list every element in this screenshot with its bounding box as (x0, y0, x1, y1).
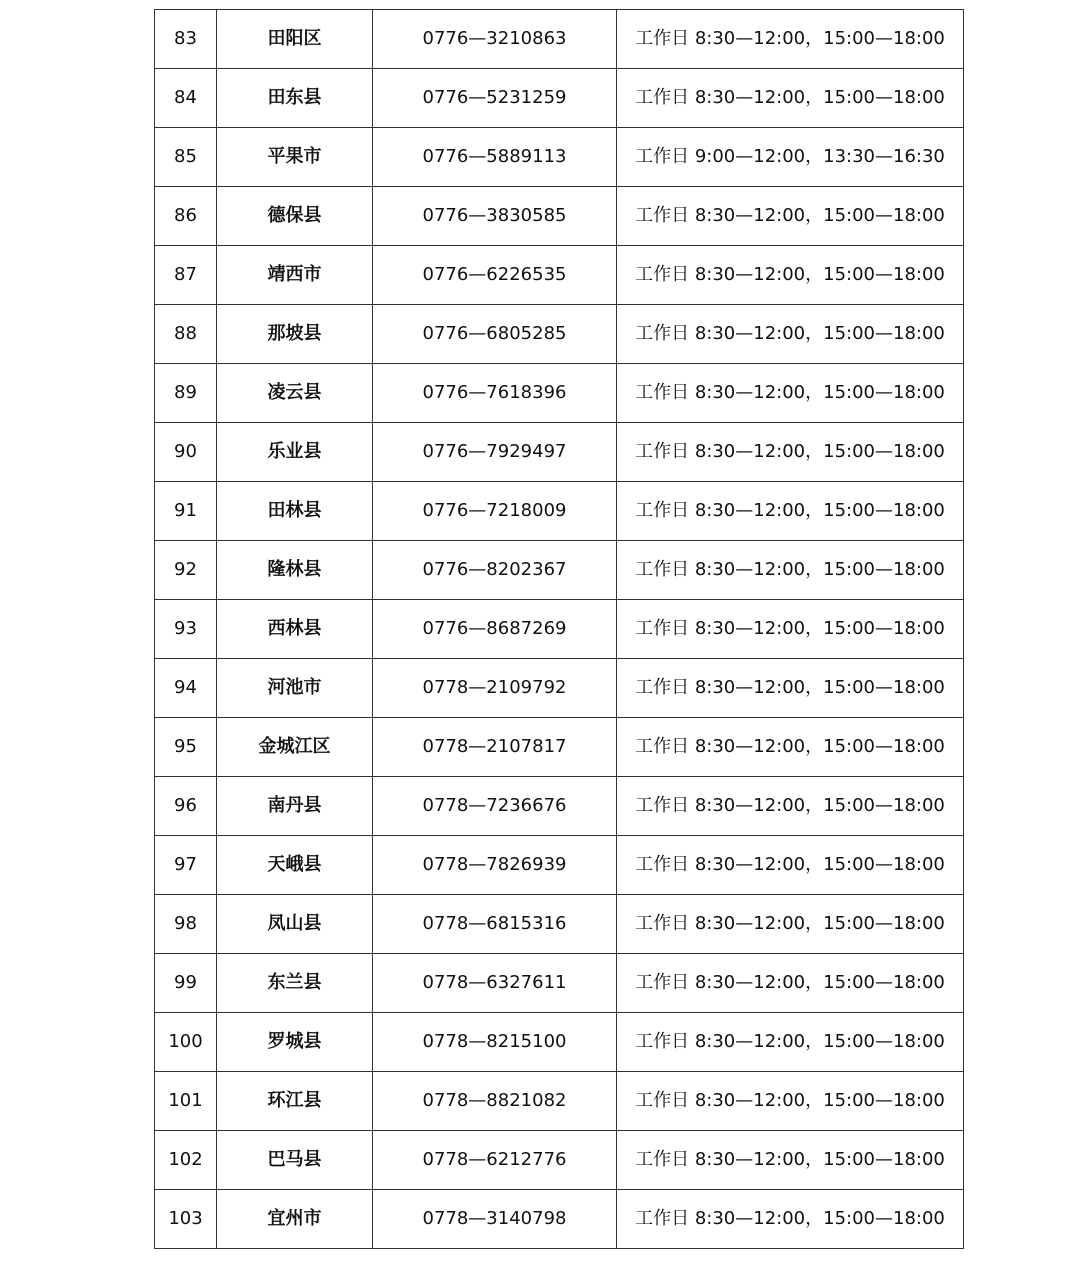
phone-number: 0778—8215100 (373, 1013, 617, 1072)
office-hours: 工作日 8:30—12:00，15:00—18:00 (617, 836, 964, 895)
office-hours: 工作日 8:30—12:00，15:00—18:00 (617, 895, 964, 954)
row-number: 85 (155, 128, 217, 187)
region-name: 东兰县 (217, 954, 373, 1013)
office-hours: 工作日 8:30—12:00，15:00—18:00 (617, 1013, 964, 1072)
office-hours: 工作日 8:30—12:00，15:00—18:00 (617, 1072, 964, 1131)
row-number: 86 (155, 187, 217, 246)
row-number: 93 (155, 600, 217, 659)
region-name: 平果市 (217, 128, 373, 187)
row-number: 98 (155, 895, 217, 954)
office-hours: 工作日 8:30—12:00，15:00—18:00 (617, 954, 964, 1013)
region-name: 罗城县 (217, 1013, 373, 1072)
phone-number: 0776—7929497 (373, 423, 617, 482)
region-name: 乐业县 (217, 423, 373, 482)
phone-number: 0776—8202367 (373, 541, 617, 600)
phone-number: 0776—3830585 (373, 187, 617, 246)
table-row (155, 777, 964, 836)
phone-number: 0776—5231259 (373, 69, 617, 128)
row-number: 89 (155, 364, 217, 423)
phone-number: 0776—3210863 (373, 10, 617, 69)
phone-number: 0776—7218009 (373, 482, 617, 541)
table-row (155, 10, 964, 69)
row-number: 94 (155, 659, 217, 718)
office-hours: 工作日 8:30—12:00，15:00—18:00 (617, 1131, 964, 1190)
region-name: 隆林县 (217, 541, 373, 600)
table-row (155, 659, 964, 718)
phone-number: 0778—6212776 (373, 1131, 617, 1190)
row-number: 100 (155, 1013, 217, 1072)
table-row (155, 718, 964, 777)
office-hours: 工作日 8:30—12:00，15:00—18:00 (617, 10, 964, 69)
row-number: 102 (155, 1131, 217, 1190)
table-row (155, 128, 964, 187)
table-row (155, 482, 964, 541)
office-hours: 工作日 8:30—12:00，15:00—18:00 (617, 246, 964, 305)
office-hours: 工作日 8:30—12:00，15:00—18:00 (617, 659, 964, 718)
table-body (155, 10, 964, 1249)
phone-number: 0776—7618396 (373, 364, 617, 423)
region-name: 河池市 (217, 659, 373, 718)
table-row (155, 895, 964, 954)
table-row (155, 1190, 964, 1249)
office-hours: 工作日 9:00—12:00，13:30—16:30 (617, 128, 964, 187)
phone-number: 0778—3140798 (373, 1190, 617, 1249)
table-row (155, 423, 964, 482)
region-name: 田东县 (217, 69, 373, 128)
phone-number: 0776—6805285 (373, 305, 617, 364)
office-hours: 工作日 8:30—12:00，15:00—18:00 (617, 541, 964, 600)
row-number: 84 (155, 69, 217, 128)
table-row (155, 1013, 964, 1072)
row-number: 92 (155, 541, 217, 600)
row-number: 88 (155, 305, 217, 364)
phone-number: 0778—6815316 (373, 895, 617, 954)
table-row (155, 305, 964, 364)
table-row (155, 1131, 964, 1190)
region-name: 那坡县 (217, 305, 373, 364)
office-hours: 工作日 8:30—12:00，15:00—18:00 (617, 187, 964, 246)
office-hours: 工作日 8:30—12:00，15:00—18:00 (617, 305, 964, 364)
region-name: 德保县 (217, 187, 373, 246)
phone-number: 0778—6327611 (373, 954, 617, 1013)
region-name: 凌云县 (217, 364, 373, 423)
table-row (155, 364, 964, 423)
phone-number: 0776—6226535 (373, 246, 617, 305)
phone-number: 0778—2109792 (373, 659, 617, 718)
region-name: 靖西市 (217, 246, 373, 305)
phone-number: 0778—2107817 (373, 718, 617, 777)
row-number: 87 (155, 246, 217, 305)
region-name: 天峨县 (217, 836, 373, 895)
row-number: 96 (155, 777, 217, 836)
office-hours: 工作日 8:30—12:00，15:00—18:00 (617, 718, 964, 777)
row-number: 99 (155, 954, 217, 1013)
phone-number: 0778—7826939 (373, 836, 617, 895)
row-number: 83 (155, 10, 217, 69)
phone-number: 0778—8821082 (373, 1072, 617, 1131)
region-name: 凤山县 (217, 895, 373, 954)
table-row (155, 954, 964, 1013)
office-hours: 工作日 8:30—12:00，15:00—18:00 (617, 69, 964, 128)
row-number: 103 (155, 1190, 217, 1249)
table-row (155, 600, 964, 659)
row-number: 91 (155, 482, 217, 541)
row-number: 90 (155, 423, 217, 482)
office-hours: 工作日 8:30—12:00，15:00—18:00 (617, 1190, 964, 1249)
region-name: 田林县 (217, 482, 373, 541)
region-name: 金城江区 (217, 718, 373, 777)
phone-number: 0776—8687269 (373, 600, 617, 659)
region-name: 环江县 (217, 1072, 373, 1131)
office-hours: 工作日 8:30—12:00，15:00—18:00 (617, 482, 964, 541)
office-hours: 工作日 8:30—12:00，15:00—18:00 (617, 423, 964, 482)
table-row (155, 836, 964, 895)
table-row (155, 541, 964, 600)
table-row (155, 246, 964, 305)
region-name: 田阳区 (217, 10, 373, 69)
region-name: 西林县 (217, 600, 373, 659)
contact-table (154, 9, 964, 1249)
office-hours: 工作日 8:30—12:00，15:00—18:00 (617, 600, 964, 659)
row-number: 101 (155, 1072, 217, 1131)
region-name: 巴马县 (217, 1131, 373, 1190)
phone-number: 0778—7236676 (373, 777, 617, 836)
table-row (155, 69, 964, 128)
row-number: 97 (155, 836, 217, 895)
region-name: 宜州市 (217, 1190, 373, 1249)
office-hours: 工作日 8:30—12:00，15:00—18:00 (617, 364, 964, 423)
row-number: 95 (155, 718, 217, 777)
phone-number: 0776—5889113 (373, 128, 617, 187)
region-name: 南丹县 (217, 777, 373, 836)
table-row (155, 187, 964, 246)
office-hours: 工作日 8:30—12:00，15:00—18:00 (617, 777, 964, 836)
table-row (155, 1072, 964, 1131)
